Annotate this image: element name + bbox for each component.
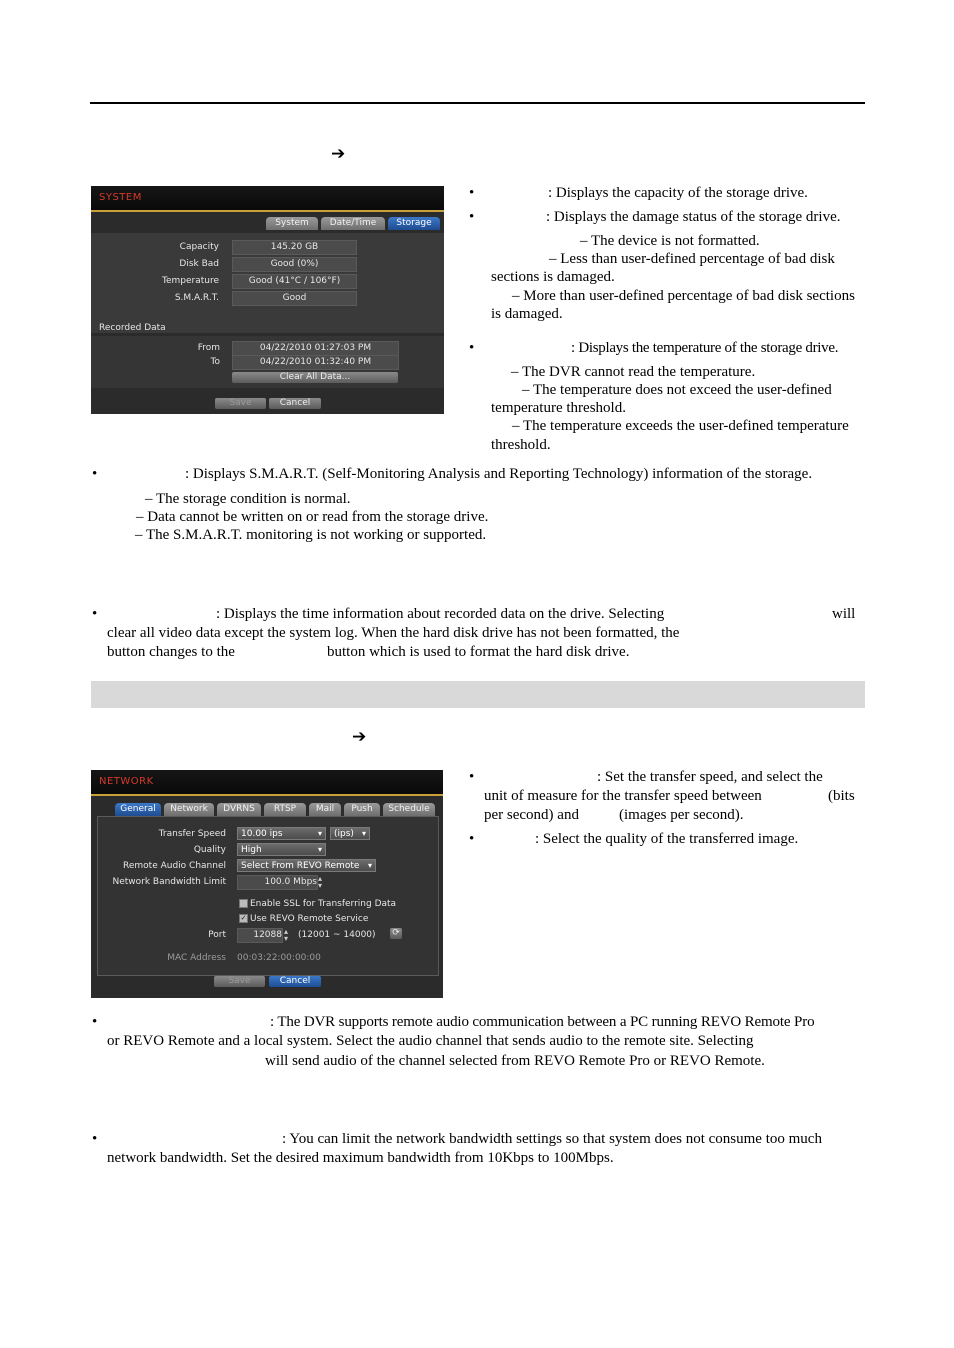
quality-value: High	[241, 845, 262, 855]
capacity-value: 145.20 GB	[232, 240, 357, 255]
tab-storage[interactable]: Storage	[388, 217, 440, 230]
bandwidth-limit-input[interactable]: 100.0 Mbps	[237, 875, 318, 890]
capacity-description: : Displays the capacity of the storage drive.	[548, 185, 808, 201]
arrow-right-icon: ➔	[331, 144, 346, 164]
cancel-button[interactable]: Cancel	[269, 976, 321, 987]
tab-mail[interactable]: Mail	[309, 803, 341, 816]
temperature-detail: threshold.	[491, 437, 551, 453]
bandwidth-limit-label: Network Bandwidth Limit	[112, 877, 226, 887]
disk-bad-description: : Displays the damage status of the storage drive.	[546, 209, 841, 225]
bandwidth-description: network bandwidth. Set the desired maximum bandwidth from 10Kbps to 100Mbps.	[107, 1150, 614, 1166]
transfer-speed-description: (images per second).	[619, 807, 744, 823]
transfer-speed-description: : Set the transfer speed, and select the	[597, 769, 823, 785]
recorded-data-description: button which is used to format the hard disk drive.	[327, 644, 630, 660]
save-button[interactable]: Save	[214, 976, 265, 987]
refresh-icon[interactable]: ⟳	[390, 928, 402, 939]
chevron-down-icon: ▾	[317, 829, 322, 838]
temperature-description: : Displays the temperature of the storage drive.	[571, 340, 839, 356]
system-storage-screenshot	[91, 186, 444, 414]
bullet-icon: •	[92, 606, 98, 622]
chevron-down-icon: ▾	[317, 845, 322, 854]
tab-schedule[interactable]: Schedule	[383, 803, 435, 816]
transfer-speed-description: per second) and	[484, 807, 579, 823]
smart-detail: – The storage condition is normal.	[145, 491, 351, 507]
bullet-icon: •	[92, 1131, 98, 1147]
tab-push[interactable]: Push	[344, 803, 380, 816]
mac-address-value: 00:03:22:00:00:00	[237, 953, 321, 963]
bullet-icon: •	[469, 209, 475, 225]
port-input[interactable]: 12088	[237, 928, 283, 943]
remote-audio-channel-value: Select From REVO Remote	[241, 861, 360, 871]
disk-bad-detail: – The device is not formatted.	[580, 233, 760, 249]
transfer-speed-description: (bits	[828, 788, 855, 804]
temperature-detail: – The temperature exceeds the user-defined temperature	[512, 418, 849, 434]
network-title: NETWORK	[99, 776, 154, 787]
remote-audio-channel-label: Remote Audio Channel	[123, 861, 226, 871]
ssl-label: Enable SSL for Transferring Data	[250, 899, 397, 909]
chevron-down-icon: ▾	[367, 861, 372, 870]
port-label: Port	[208, 930, 226, 940]
temperature-label: Temperature	[161, 276, 219, 286]
recorded-data-description: clear all video data except the system log. When the hard disk drive has not been formatted, the	[107, 625, 680, 641]
remote-audio-description: : The DVR supports remote audio communication between a PC running REVO Remote Pro	[270, 1014, 815, 1030]
recorded-data-description: button changes to the	[107, 644, 235, 660]
transfer-unit-value: (ips)	[334, 829, 354, 839]
revo-remote-label: Use REVO Remote Service	[250, 914, 369, 924]
recorded-data-heading: Recorded Data	[99, 323, 166, 333]
transfer-speed-description: unit of measure for the transfer speed between	[484, 788, 762, 804]
save-button[interactable]: Save	[215, 398, 266, 409]
to-value: 04/22/2010 01:32:40 PM	[232, 355, 399, 370]
smart-detail: – The S.M.A.R.T. monitoring is not working or supported.	[135, 527, 487, 543]
temperature-detail: temperature threshold.	[491, 400, 626, 416]
disk-bad-detail: – Less than user-defined percentage of bad disk	[549, 251, 835, 267]
bandwidth-description: : You can limit the network bandwidth settings so that system does not consume too much	[282, 1131, 822, 1147]
stepper-icon[interactable]: ▴ ▾	[318, 874, 323, 890]
tab-general[interactable]: General	[115, 803, 161, 816]
bullet-icon: •	[469, 340, 475, 356]
bullet-icon: •	[469, 769, 475, 785]
system-title: SYSTEM	[99, 192, 142, 203]
transfer-speed-label: Transfer Speed	[158, 829, 226, 839]
clear-all-data-button[interactable]: Clear All Data...	[232, 372, 398, 383]
quality-label: Quality	[193, 845, 226, 855]
port-range: (12001 ~ 14000)	[298, 930, 376, 940]
from-label: From	[197, 343, 220, 353]
bullet-icon: •	[469, 831, 475, 847]
transfer-speed-dropdown[interactable]	[237, 827, 326, 840]
tab-network[interactable]: Network	[164, 803, 214, 816]
revo-remote-checkbox[interactable]: ✓	[240, 914, 247, 922]
smart-description: : Displays S.M.A.R.T. (Self-Monitoring Analysis and Reporting Technology) information of the storage.	[185, 466, 813, 482]
network-header	[91, 770, 443, 796]
transfer-unit-dropdown[interactable]	[330, 827, 370, 840]
transfer-speed-value: 10.00 ips	[241, 829, 283, 839]
remote-audio-description: will send audio of the channel selected from REVO Remote Pro or REVO Remote.	[265, 1053, 765, 1069]
chevron-down-icon: ▾	[361, 829, 366, 838]
quality-description: : Select the quality of the transferred image.	[535, 831, 799, 847]
remote-audio-description: or REVO Remote and a local system. Select the audio channel that sends audio to the remote site. Selecting	[107, 1033, 754, 1049]
tab-system[interactable]: System	[266, 217, 318, 230]
stepper-icon[interactable]: ▴ ▾	[284, 927, 289, 943]
from-value: 04/22/2010 01:27:03 PM	[232, 341, 399, 356]
to-label: To	[210, 357, 220, 367]
tab-date-time[interactable]: Date/Time	[321, 217, 385, 230]
smart-label: S.M.A.R.T.	[174, 293, 219, 303]
temperature-detail: – The temperature does not exceed the user-defined	[522, 382, 832, 398]
temperature-detail: – The DVR cannot read the temperature.	[511, 364, 756, 380]
recorded-data-description: : Displays the time information about recorded data on the drive. Selecting	[216, 606, 665, 622]
section-heading-bar	[91, 681, 865, 708]
arrow-right-icon: ➔	[352, 727, 367, 747]
tab-rtsp[interactable]: RTSP	[264, 803, 306, 816]
smart-detail: – Data cannot be written on or read from the storage drive.	[136, 509, 489, 525]
disk-bad-value: Good (0%)	[232, 257, 357, 272]
bullet-icon: •	[92, 1014, 98, 1030]
disk-bad-detail: – More than user-defined percentage of bad disk sections	[512, 288, 855, 304]
tab-dvrns[interactable]: DVRNS	[217, 803, 261, 816]
cancel-button[interactable]: Cancel	[269, 398, 321, 409]
quality-dropdown[interactable]	[237, 843, 326, 856]
capacity-label: Capacity	[179, 242, 219, 252]
mac-address-label: MAC Address	[167, 953, 226, 963]
disk-bad-detail: sections is damaged.	[491, 269, 615, 285]
system-header	[91, 186, 444, 212]
recorded-data-description: will	[832, 606, 856, 622]
bullet-icon: •	[469, 185, 475, 201]
remote-audio-channel-dropdown[interactable]	[237, 859, 376, 872]
network-general-screenshot	[91, 770, 443, 998]
header-rule	[90, 102, 865, 104]
bullet-icon: •	[92, 466, 98, 482]
smart-value: Good	[232, 291, 357, 306]
temperature-value: Good (41°C / 106°F)	[232, 274, 357, 289]
ssl-checkbox[interactable]	[239, 899, 248, 908]
disk-bad-detail: is damaged.	[491, 306, 563, 322]
disk-bad-label: Disk Bad	[179, 259, 219, 269]
